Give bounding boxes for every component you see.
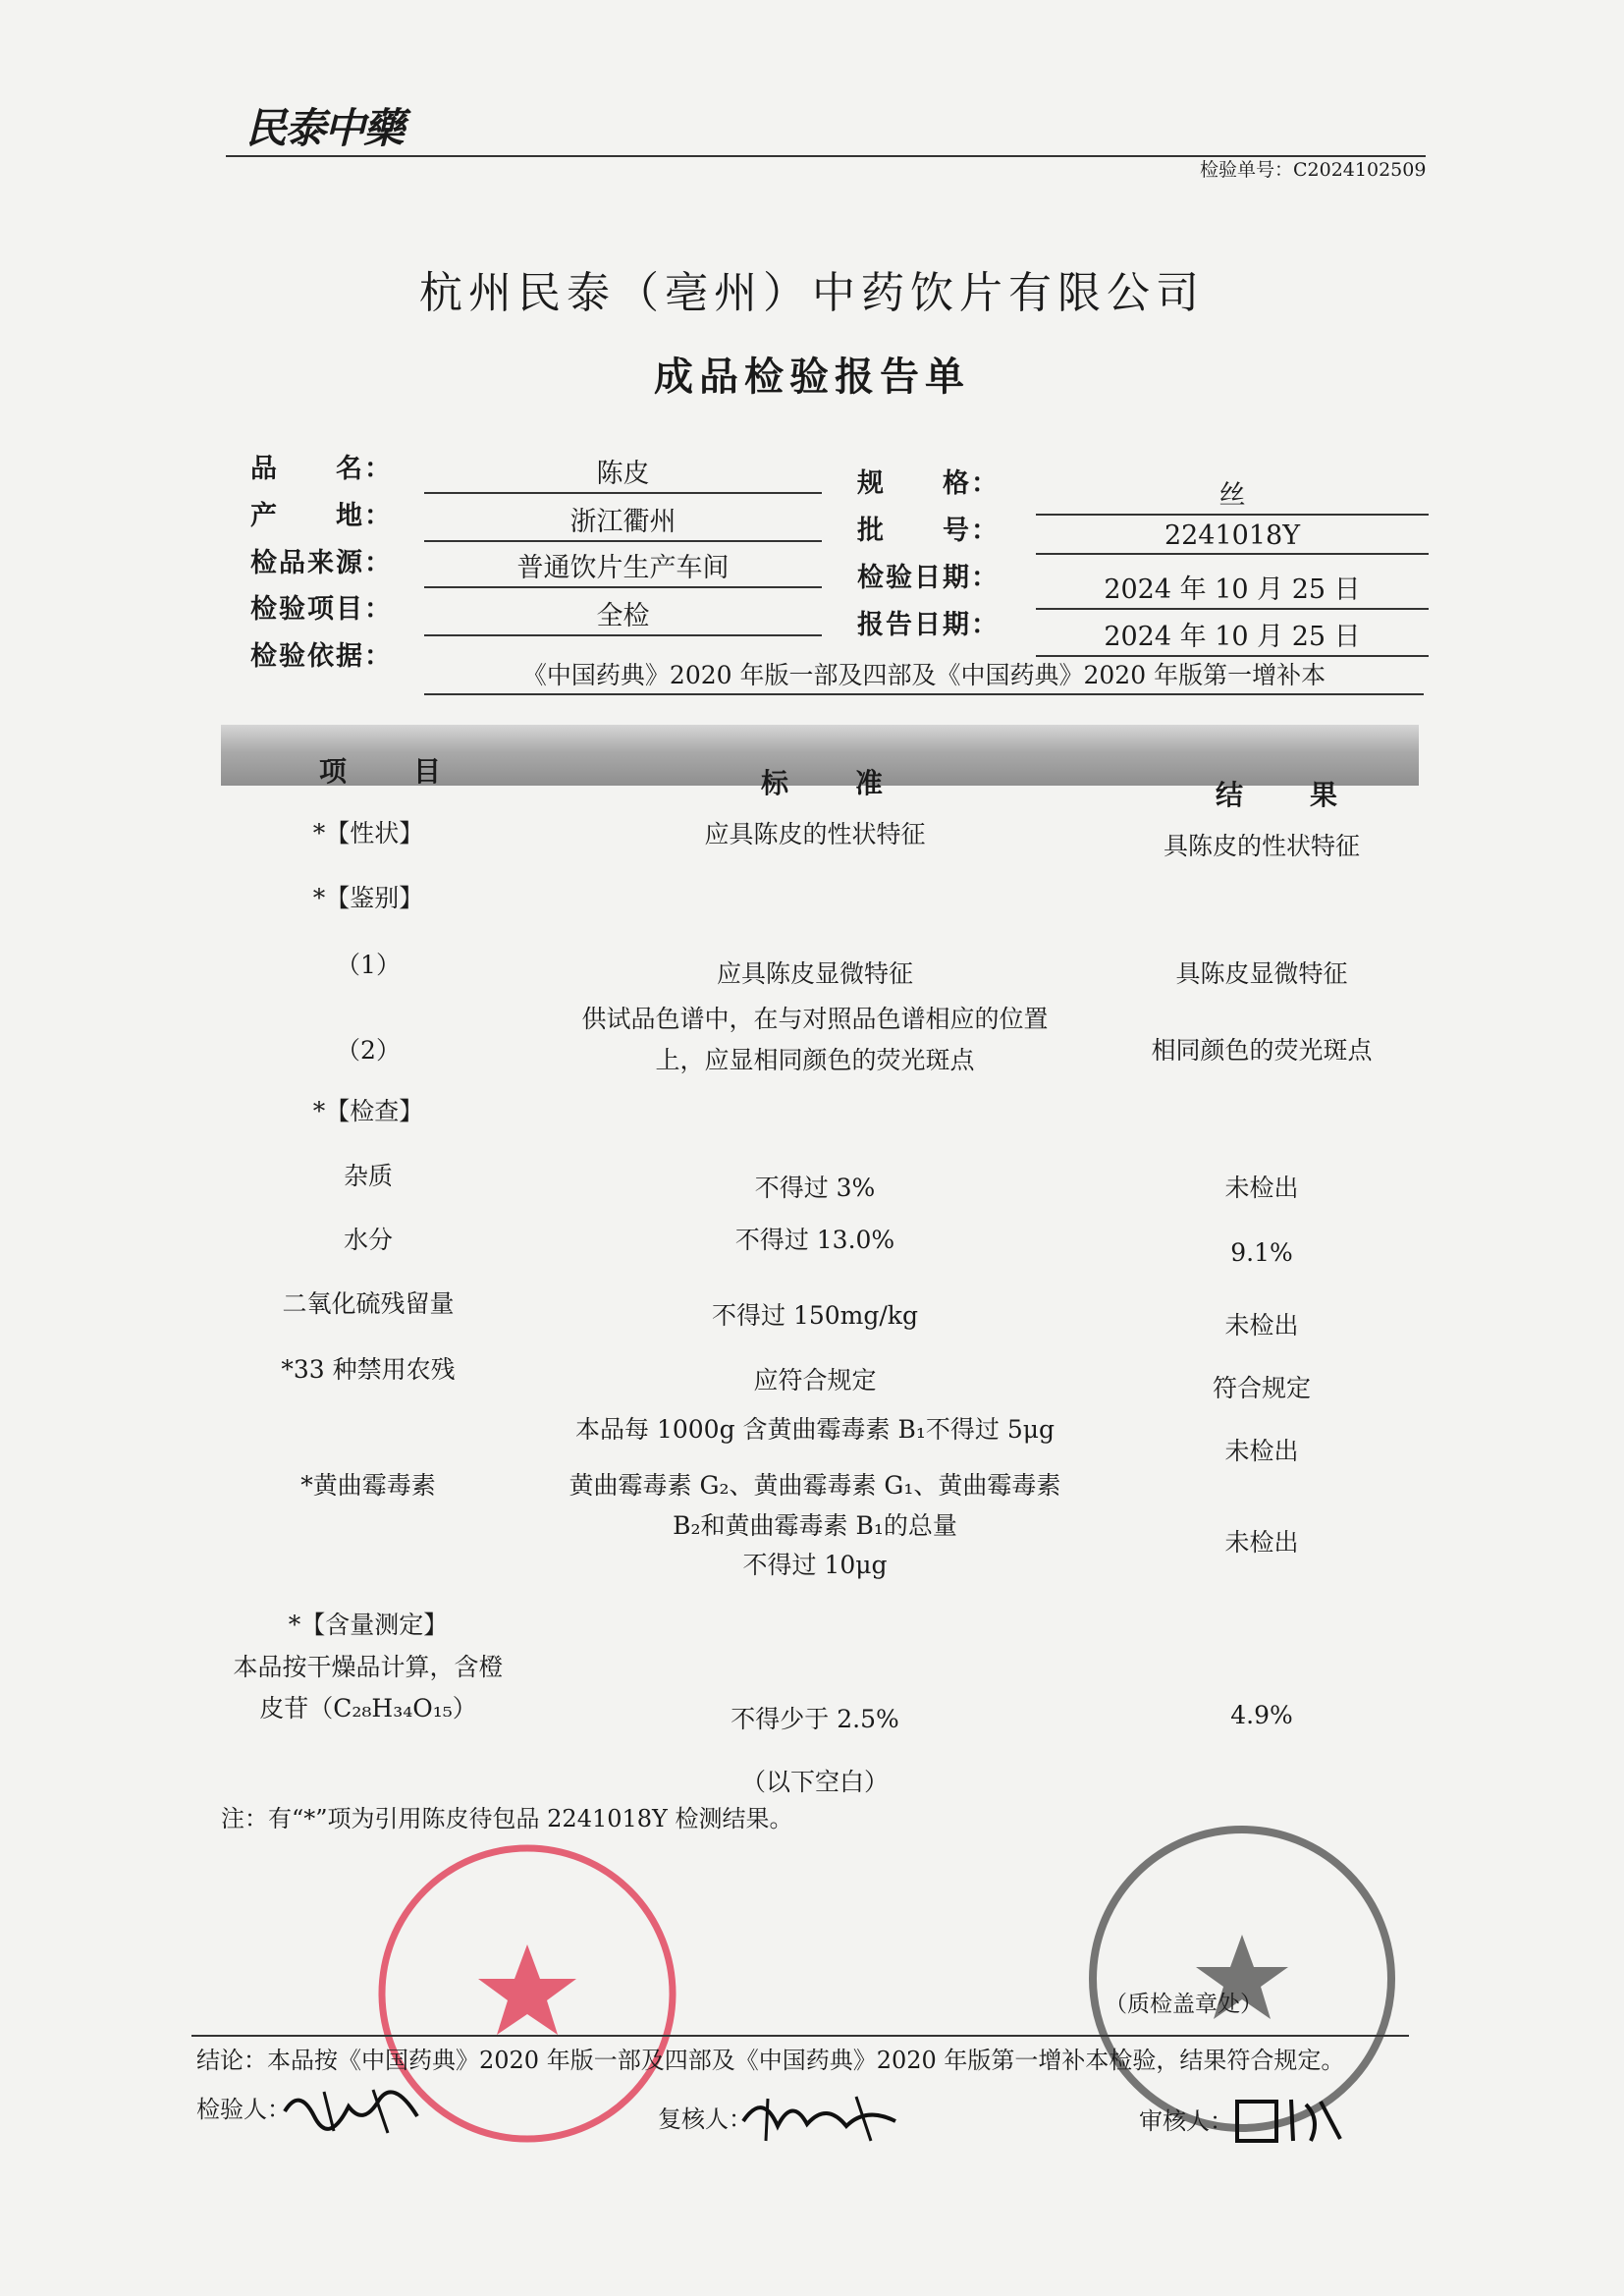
source-label: 检品来源： <box>250 548 393 578</box>
row-std-aflatoxin-2: 黄曲霉毒素 G₂、黄曲霉毒素 G₁、黄曲霉毒素 <box>568 1471 1061 1500</box>
row-res-aflatoxin-2: 未检出 <box>1224 1528 1299 1557</box>
gray-inspection-seal <box>1085 1822 1399 2136</box>
item-label: 检验项目： <box>250 594 393 625</box>
approver-signature-graphic <box>1222 2090 1350 2149</box>
row-item-jianbie: *【鉴别】 <box>312 884 424 912</box>
approver-signature <box>1222 2090 1350 2153</box>
row-res-aflatoxin-1: 未检出 <box>1224 1437 1299 1465</box>
report-date-label: 报告日期： <box>857 610 1000 640</box>
row-item-zazhi: 杂质 <box>343 1162 393 1190</box>
row-item-xingzhuang: *【性状】 <box>312 819 424 847</box>
spec-value: 丝 <box>1036 473 1429 516</box>
batch-label: 批 号： <box>857 516 1000 546</box>
row-std-so2: 不得过 150mg/kg <box>712 1301 918 1330</box>
row-std-nongcan: 应符合规定 <box>753 1366 877 1394</box>
item-value: 全检 <box>424 594 822 636</box>
reviewer-signature <box>738 2087 905 2150</box>
conclusion-divider <box>191 2035 1409 2037</box>
company-name: 杭州民泰（亳州）中药饮片有限公司 <box>419 268 1205 318</box>
row-item-hanliang: *【含量测定】 <box>288 1611 449 1639</box>
row-item-chengpi-line2: 皮苷（C₂₈H₃₄O₁₅） <box>259 1694 477 1722</box>
gray-seal-graphic <box>1085 1822 1399 2136</box>
row-res-xingzhuang: 具陈皮的性状特征 <box>1163 832 1360 860</box>
row-std-shuifen: 不得过 13.0% <box>734 1226 895 1254</box>
inspector-signature <box>280 2082 427 2145</box>
name-value: 陈皮 <box>424 452 822 494</box>
blank-note: （以下空白） <box>740 1768 889 1796</box>
row-std-jb2-line1: 供试品色谱中，在与对照品色谱相应的位置 <box>581 1005 1049 1033</box>
footnote: 注：有“*”项为引用陈皮待包品 2241018Y 检测结果。 <box>221 1805 793 1832</box>
row-item-jb2: （2） <box>336 1036 401 1065</box>
doc-number: 检验单号：C2024102509 <box>1200 159 1427 181</box>
header-result: 结 果 <box>1216 779 1358 811</box>
row-std-zazhi: 不得过 3% <box>754 1174 876 1202</box>
row-item-jiancha: *【检查】 <box>312 1097 424 1125</box>
report-date-value: 2024 年 10 月 25 日 <box>1036 615 1429 657</box>
row-std-xingzhuang: 应具陈皮的性状特征 <box>704 820 926 848</box>
approver-label: 审核人： <box>1139 2107 1233 2135</box>
source-value: 普通饮片生产车间 <box>424 546 822 588</box>
row-std-jb1: 应具陈皮显微特征 <box>716 959 913 988</box>
row-res-so2: 未检出 <box>1224 1311 1299 1339</box>
row-res-jb2: 相同颜色的荧光斑点 <box>1151 1036 1373 1065</box>
row-item-shuifen: 水分 <box>343 1226 393 1254</box>
row-item-jb1: （1） <box>336 951 401 979</box>
spec-label: 规 格： <box>857 468 1000 499</box>
row-std-aflatoxin-3: B₂和黄曲霉毒素 B₁的总量 <box>673 1511 957 1540</box>
row-res-chengpi: 4.9% <box>1230 1701 1293 1729</box>
inspector-signature-graphic <box>280 2082 427 2141</box>
reviewer-label: 复核人： <box>658 2105 752 2133</box>
reviewer-signature-graphic <box>738 2087 905 2146</box>
test-date-label: 检验日期： <box>857 563 1000 593</box>
origin-label: 产 地： <box>250 501 393 531</box>
test-date-value: 2024 年 10 月 25 日 <box>1036 568 1429 610</box>
basis-label: 检验依据： <box>250 641 393 672</box>
row-item-chengpi-line1: 本品按干燥品计算，含橙 <box>233 1653 504 1681</box>
row-std-chengpi: 不得少于 2.5% <box>731 1705 899 1733</box>
header-standard: 标 准 <box>761 767 903 799</box>
inspector-label: 检验人： <box>196 2096 291 2123</box>
batch-value: 2241018Y <box>1036 520 1429 555</box>
row-res-nongcan: 符合规定 <box>1212 1374 1311 1402</box>
conclusion: 结论：本品按《中国药典》2020 年版一部及四部及《中国药典》2020 年版第一增补本检验，结果符合规定。 <box>196 2047 1345 2074</box>
company-logo: 民泰中藥 <box>245 104 404 152</box>
name-label: 品 名： <box>250 454 393 484</box>
row-std-jb2-line2: 上，应显相同颜色的荧光斑点 <box>655 1046 975 1074</box>
row-res-zazhi: 未检出 <box>1224 1174 1299 1202</box>
row-item-aflatoxin: *黄曲霉毒素 <box>300 1471 436 1500</box>
basis-value: 《中国药典》2020 年版一部及四部及《中国药典》2020 年版第一增补本 <box>424 656 1424 695</box>
row-std-aflatoxin-4: 不得过 10μg <box>742 1551 888 1579</box>
origin-value: 浙江衢州 <box>424 500 822 542</box>
row-std-aflatoxin-1: 本品每 1000g 含黄曲霉毒素 B₁不得过 5μg <box>575 1415 1055 1444</box>
stamp-note: （质检盖章处） <box>1105 1992 1263 2017</box>
header-item: 项 目 <box>319 755 461 788</box>
row-item-nongcan: *33 种禁用农残 <box>281 1355 456 1384</box>
row-res-shuifen: 9.1% <box>1230 1238 1293 1267</box>
row-res-jb1: 具陈皮显微特征 <box>1175 959 1348 988</box>
page-title: 成品检验报告单 <box>654 354 970 400</box>
row-item-so2: 二氧化硫残留量 <box>282 1289 455 1318</box>
